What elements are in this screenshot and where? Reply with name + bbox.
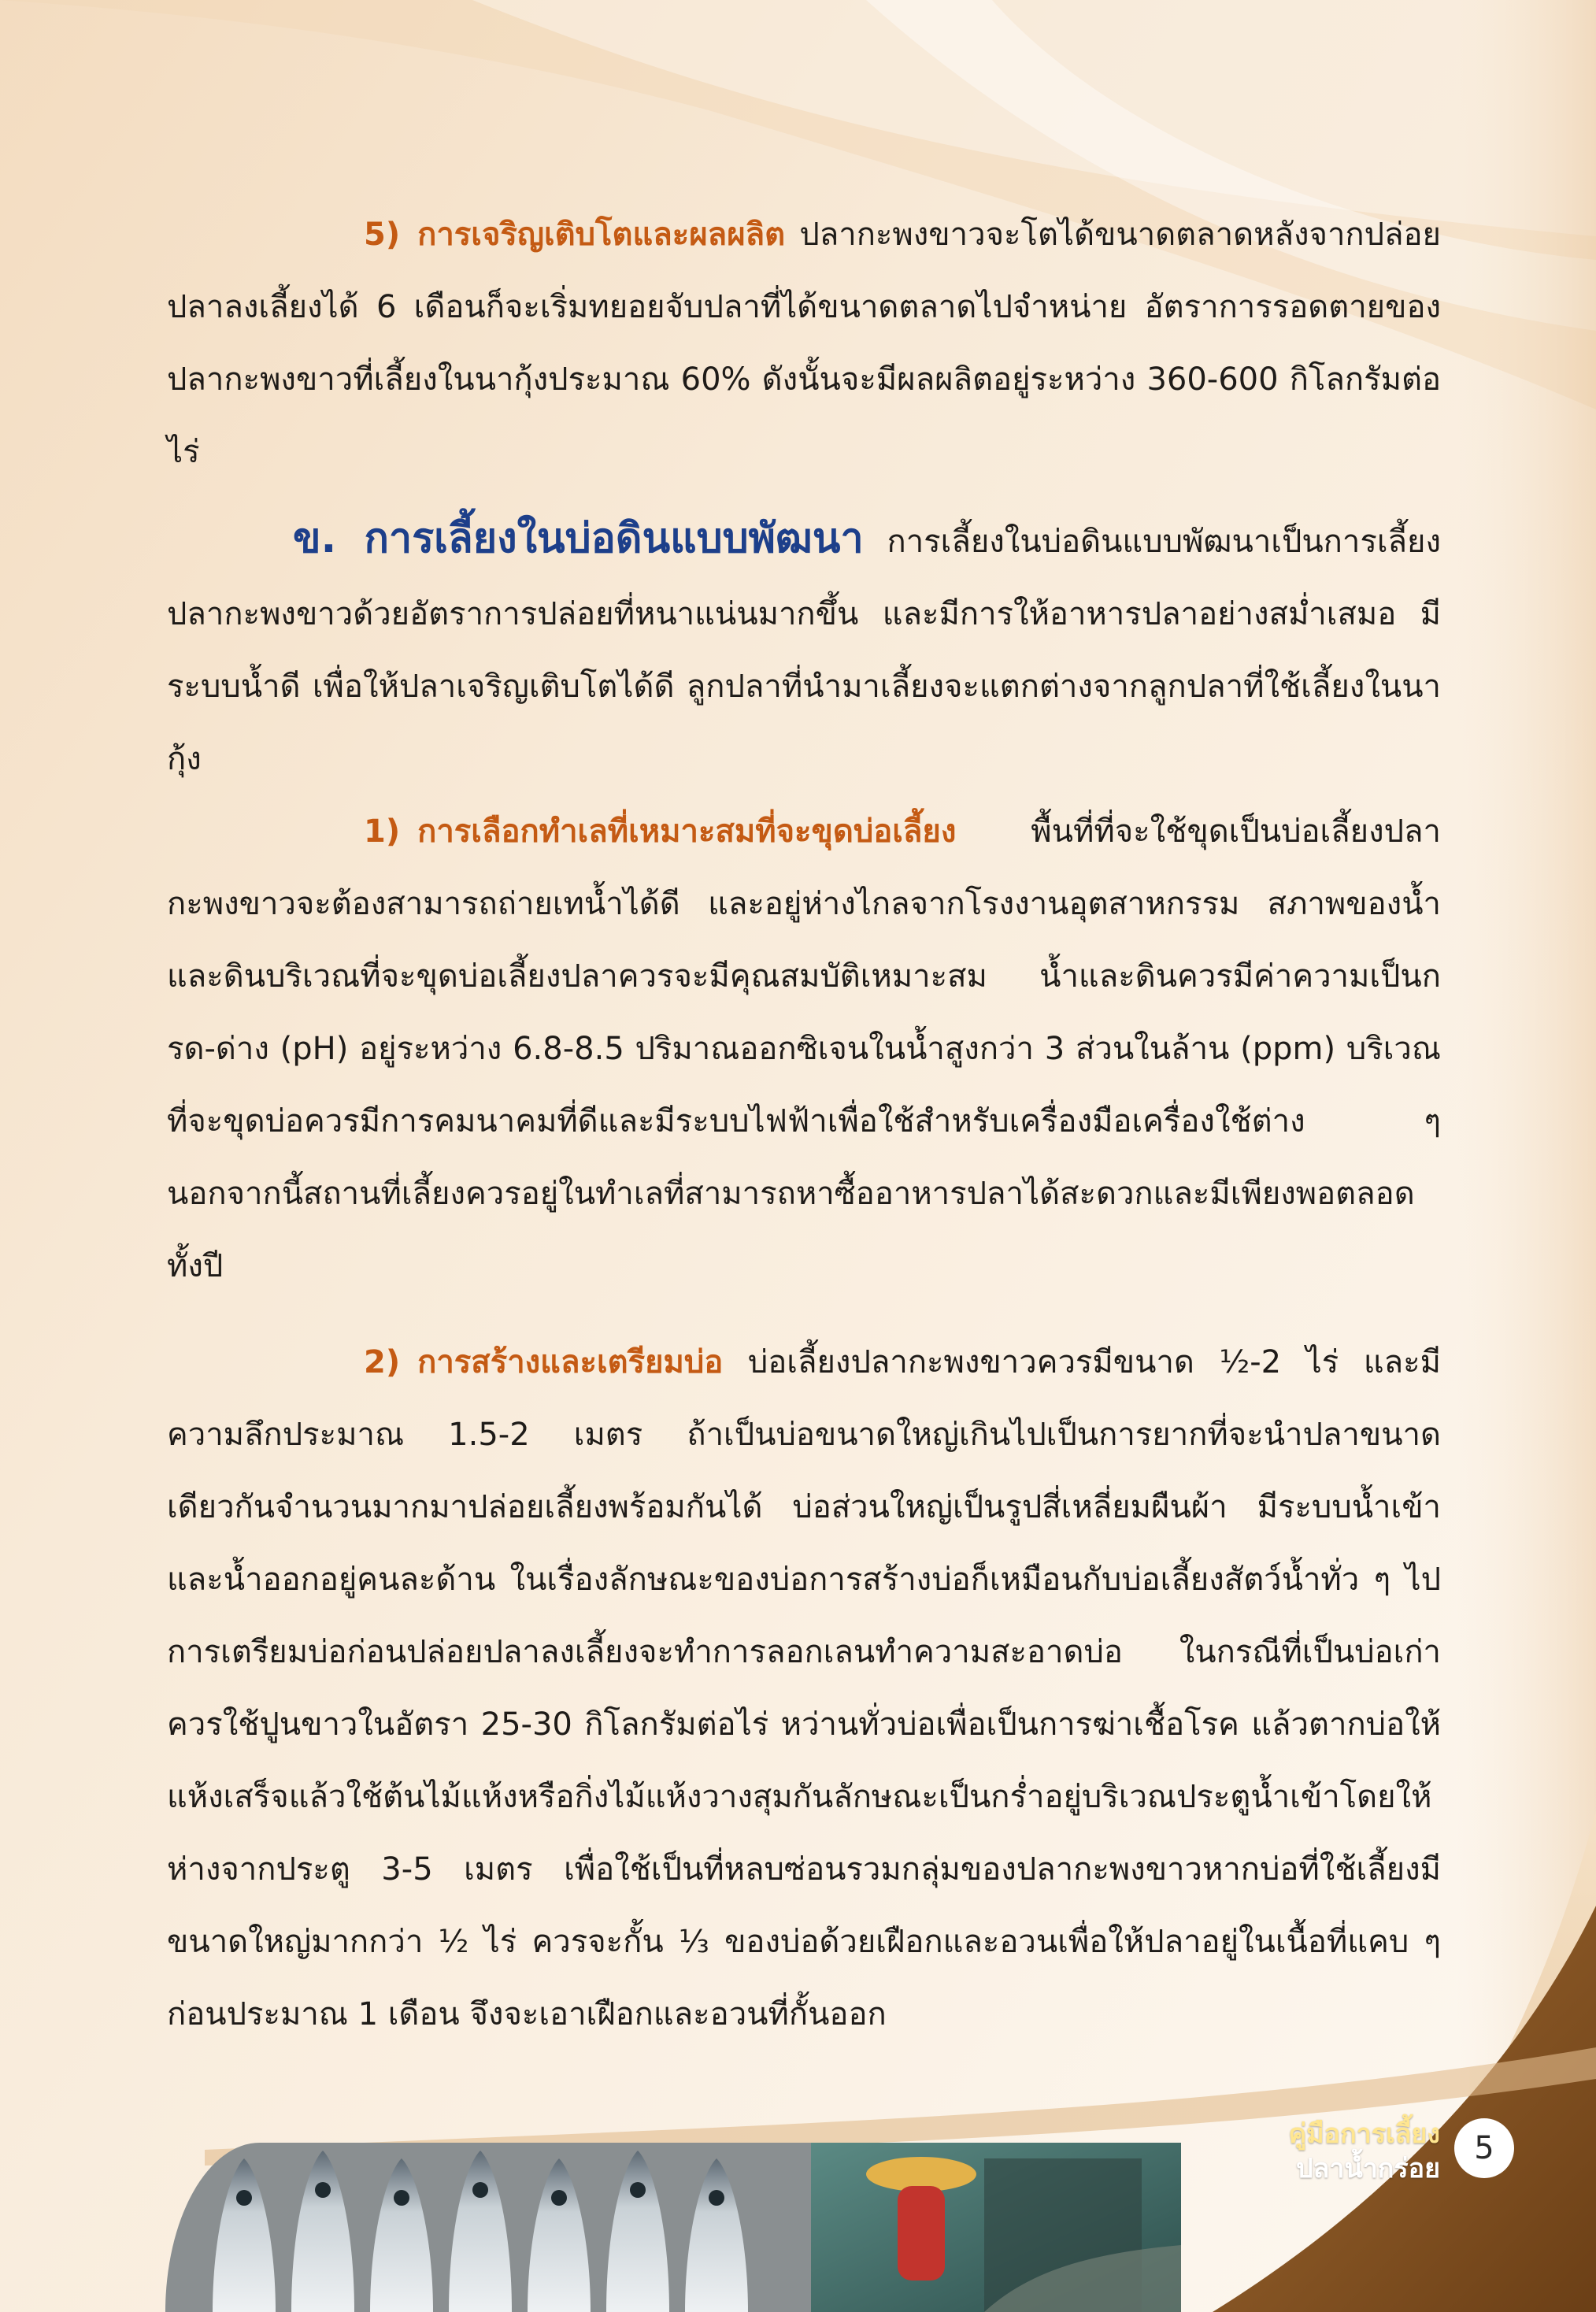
- section-b2-paragraph: [167, 1326, 1441, 2051]
- booklet-title-line1: คู่มือการเลี้ยง: [1288, 2118, 1440, 2150]
- main-content: [167, 198, 1441, 2051]
- section-5-paragraph: [167, 198, 1441, 488]
- section-b-heading: ข. การเลี้ยงในบ่อดินแบบพัฒนา: [293, 515, 864, 562]
- section-b2-body: บ่อเลี้ยงปลากะพงขาวควรมีขนาด ½-2 ไร่ และมีความลึกประมาณ 1.5-2 เมตร ถ้าเป็นบ่อขนาดใหญ่เกินไปเป็นการยากที่จะนำปลาขนาดเดียวกันจำนวนมากมาปล่อยเลี้ยงพร้อมกันได้ บ่อส่วนใหญ่เป็นรูปสี่เหลี่ยมผืนผ้า มีระบบน้ำเข้าและน้ำออกอยู่คนละด้าน ในเรื่องลักษณะของบ่อการสร้างบ่อก็เหมือนกับบ่อเลี้ยงสัตว์น้ำทั่ว ๆ ไป การเตรียมบ่อก่อนปล่อยปลาลงเลี้ยงจะทำการลอกเลนทำความสะอาดบ่อ ในกรณีที่เป็นบ่อเก่าควรใช้ปูนขาวในอัตรา 25-30 กิโลกรัมต่อไร่ หว่านทั่วบ่อเพื่อเป็นการฆ่าเชื้อโรค แล้วตากบ่อให้แห้งเสร็จแล้วใช้ต้นไม้แห้งหรือกิ่งไม้แห้งวางสุมกันลักษณะเป็นกร่ำอยู่บริเวณประตูน้ำเข้าโดยให้ห่างจากประตู 3-5 เมตร เพื่อใช้เป็นที่หลบซ่อนรวมกลุ่มของปลากะพงขาวหากบ่อที่ใช้เลี้ยงมีขนาดใหญ่มากกว่า ½ ไร่ ควรจะกั้น ⅓ ของบ่อด้วยเฝือกและอวนเพื่อให้ปลาอยู่ในเนื้อที่แคบ ๆ ก่อนประมาณ 1 เดือน จึงจะเอาเฝือกและอวนที่กั้นออก: [167, 1344, 1441, 2032]
- booklet-title-line2: ปลาน้ำกร่อย: [1295, 2153, 1440, 2184]
- section-5-heading: การเจริญเติบโตและผลผลิต: [417, 217, 786, 253]
- section-b2-heading: การสร้างและเตรียมบ่อ: [417, 1344, 724, 1380]
- footer-photo-strip: [165, 2143, 1181, 2312]
- section-5-body: ปลากะพงขาวจะโตได้ขนาดตลาดหลังจากปล่อยปลาลงเลี้ยงได้ 6 เดือนก็จะเริ่มทยอยจับปลาที่ได้ขนาดตลาดไปจำหน่าย อัตราการรอดตายของปลากะพงขาวที่เลี้ยงในนากุ้งประมาณ 60% ดังนั้นจะมีผลผลิตอยู่ระหว่าง 360-600 กิโลกรัมต่อไร่: [167, 217, 1441, 470]
- section-b-body: การเลี้ยงในบ่อดินแบบพัฒนาเป็นการเลี้ยงปลากะพงขาวด้วยอัตราการปล่อยที่หนาแน่นมากขึ้น และมีการให้อาหารปลาอย่างสม่ำเสมอ มีระบบน้ำดี เพื่อให้ปลาเจริญเติบโตได้ดี ลูกปลาที่นำมาเลี้ยงจะแตกต่างจากลูกปลาที่ใช้เลี้ยงในนากุ้ง: [167, 524, 1441, 777]
- page-number: 5: [1454, 2118, 1514, 2178]
- section-b1-paragraph: [167, 795, 1441, 1302]
- booklet-title: [1289, 2117, 1441, 2186]
- section-5-number: 5): [364, 217, 401, 253]
- section-b1-body: พื้นที่ที่จะใช้ขุดเป็นบ่อเลี้ยงปลากะพงขาวจะต้องสามารถถ่ายเทน้ำได้ดี และอยู่ห่างไกลจากโรงงานอุตสาหกรรม สภาพของน้ำและดินบริเวณที่จะขุดบ่อเลี้ยงปลาควรจะมีคุณสมบัติเหมาะสม น้ำและดินควรมีค่าความเป็นกรด-ด่าง (pH) อยู่ระหว่าง 6.8-8.5 ปริมาณออกซิเจนในน้ำสูงกว่า 3 ส่วนในล้าน (ppm) บริเวณที่จะขุดบ่อควรมีการคมนาคมที่ดีและมีระบบไฟฟ้าเพื่อใช้สำหรับเครื่องมือเครื่องใช้ต่าง ๆ นอกจากนี้สถานที่เลี้ยงควรอยู่ในทำเลที่สามารถหาซื้ออาหารปลาได้สะดวกและมีเพียงพอตลอดทั้งปี: [167, 813, 1441, 1284]
- section-b1-number: 1): [364, 813, 401, 850]
- section-b1-heading: การเลือกทำเลที่เหมาะสมที่จะขุดบ่อเลี้ยง: [417, 813, 957, 850]
- fish-and-farm-photo: [165, 2143, 1181, 2312]
- section-b2-number: 2): [364, 1344, 401, 1380]
- section-b-paragraph: [167, 502, 1441, 795]
